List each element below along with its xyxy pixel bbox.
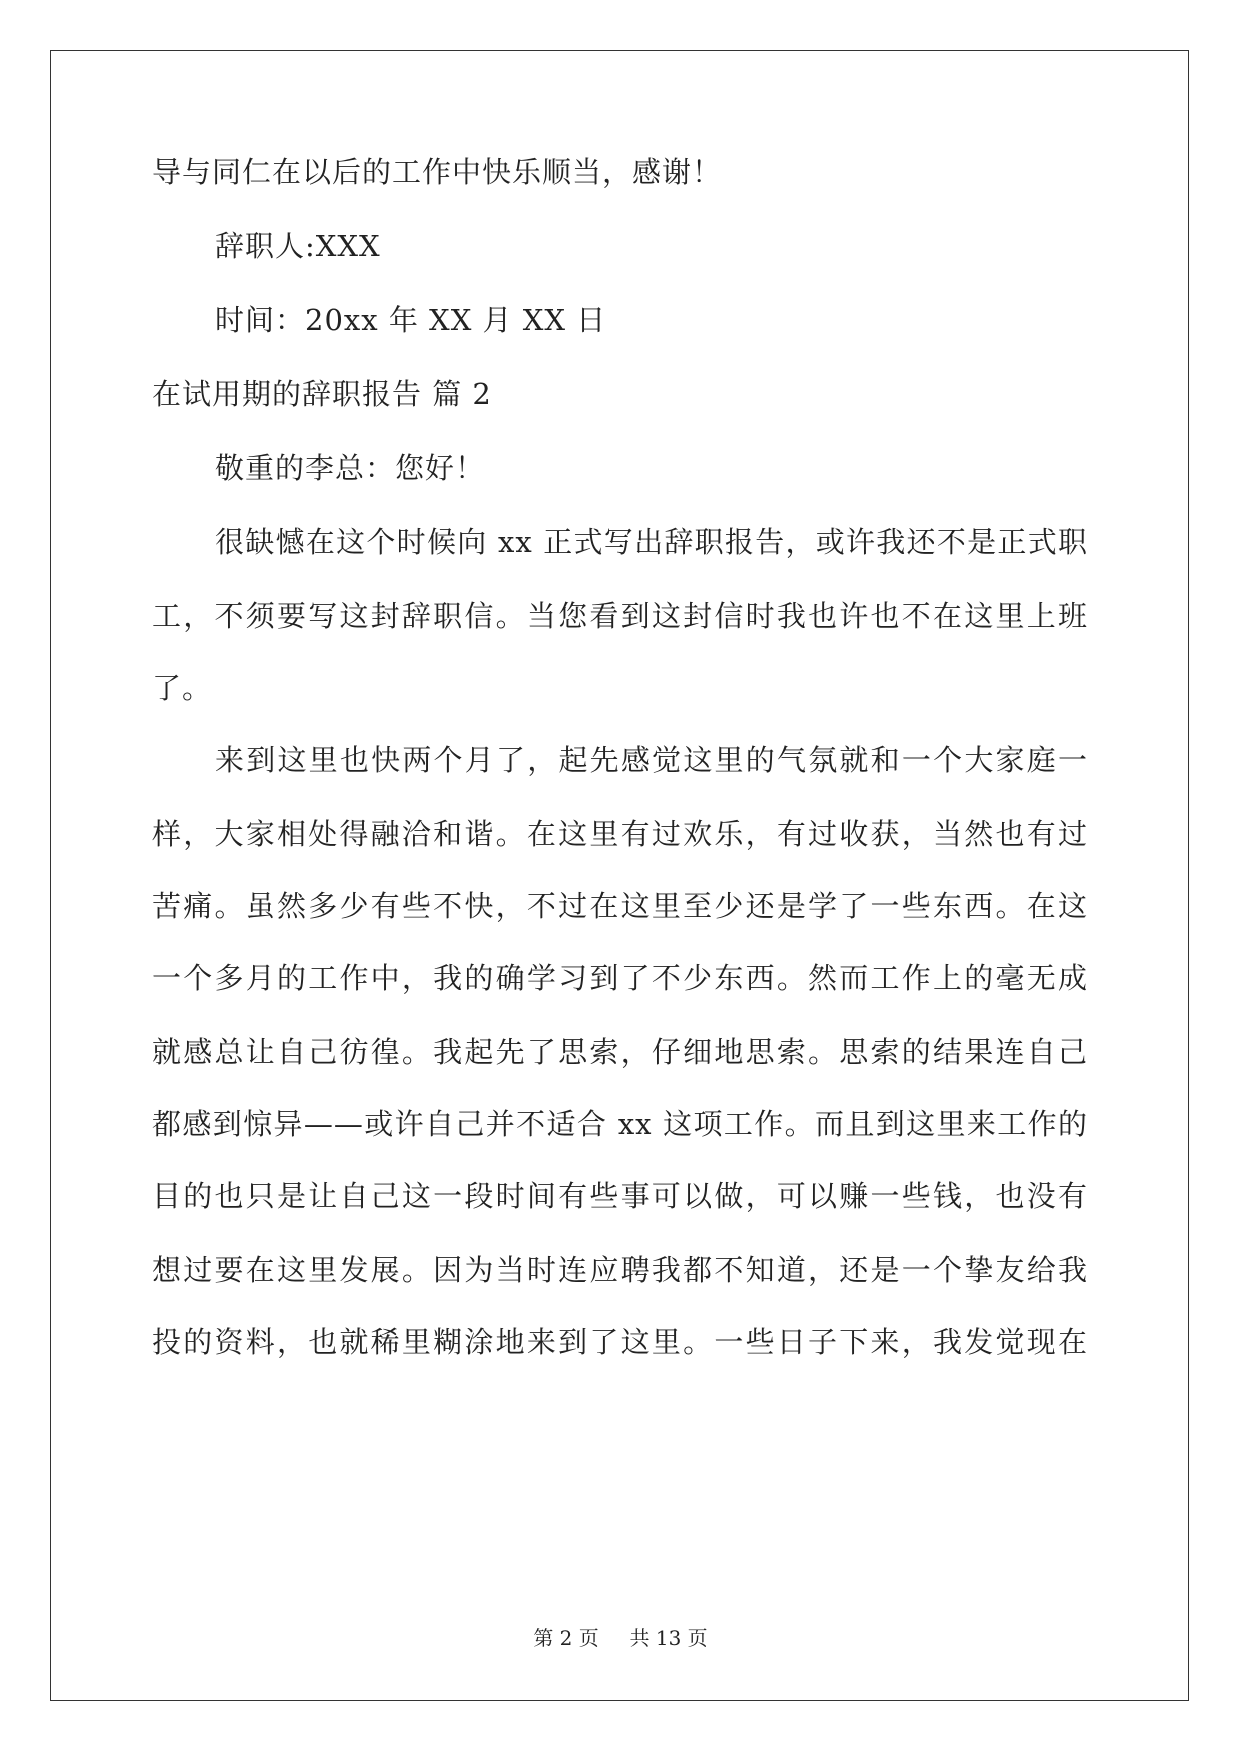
resigner-line: 辞职人:XXX: [215, 229, 381, 263]
paragraph-line: 就感总让自己彷徨。我起先了思索，仔细地思索。思索的结果连自己: [152, 1035, 1088, 1069]
paragraph-line: 一个多月的工作中，我的确学习到了不少东西。然而工作上的毫无成: [152, 961, 1088, 995]
paragraph-line: 来到这里也快两个月了，起先感觉这里的气氛就和一个大家庭一: [215, 743, 1088, 777]
salutation: 敬重的李总：您好！: [215, 451, 486, 485]
text-line-1: 导与同仁在以后的工作中快乐顺当，感谢！: [152, 155, 723, 189]
page-border: [50, 50, 1189, 1701]
paragraph-line: 目的也只是让自己这一段时间有些事可以做，可以赚一些钱，也没有: [152, 1179, 1088, 1213]
page-number: 第 2 页: [533, 1626, 599, 1650]
paragraph-line: 都感到惊异——或许自己并不适合 xx 这项工作。而且到这里来工作的: [152, 1107, 1088, 1141]
page-total: 共 13 页: [629, 1626, 708, 1650]
paragraph-line: 投的资料，也就稀里糊涂地来到了这里。一些日子下来，我发觉现在: [152, 1325, 1088, 1359]
paragraph-line: 了。: [152, 671, 213, 705]
paragraph-line: 苦痛。虽然多少有些不快，不过在这里至少还是学了一些东西。在这: [152, 889, 1088, 923]
page-footer: [0, 1625, 1241, 1651]
paragraph-line: 很缺憾在这个时候向 xx 正式写出辞职报告，或许我还不是正式职: [215, 525, 1088, 559]
date-line: 时间：20xx 年 XX 月 XX 日: [215, 303, 607, 337]
paragraph-line: 样，大家相处得融洽和谐。在这里有过欢乐，有过收获，当然也有过: [152, 817, 1088, 851]
paragraph-line: 工，不须要写这封辞职信。当您看到这封信时我也许也不在这里上班: [152, 599, 1088, 633]
section-heading: 在试用期的辞职报告 篇 2: [152, 377, 492, 411]
paragraph-line: 想过要在这里发展。因为当时连应聘我都不知道，还是一个挚友给我: [152, 1253, 1088, 1287]
